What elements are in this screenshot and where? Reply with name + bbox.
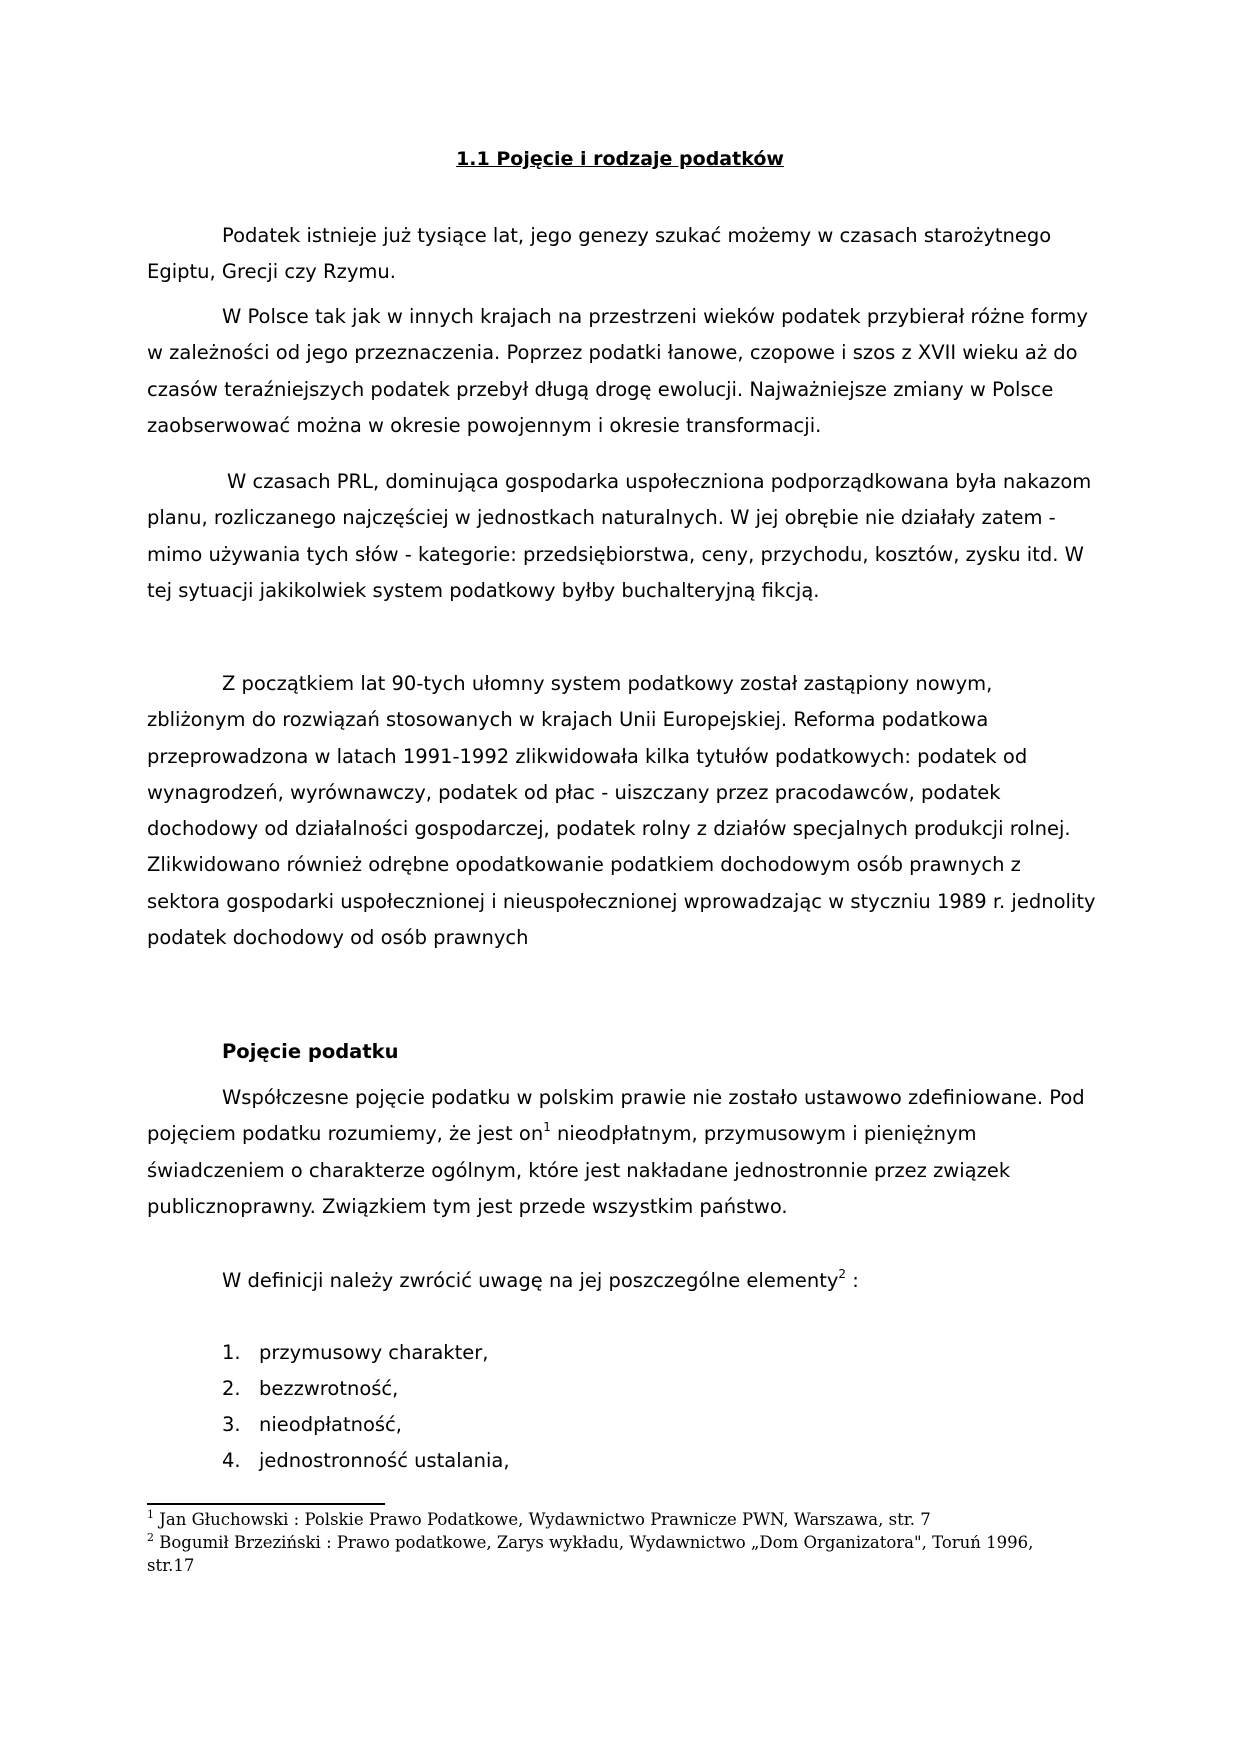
list-item-text: bezzwrotność,	[259, 1377, 399, 1400]
paragraph-4-text: Z początkiem lat 90-tych ułomny system podatkowy został zastąpiony nowym, zbliżonym do rozwiązań stosowanych w krajach Unii Europejskiej. Reforma podatkowa przeprowadzona w latach 1991-1992 zlikwidowała kilka tytułów podatkowych: podatek od wynagrodzeń, wyrównawczy, podatek od płac - uiszczany przez pracodawców, podatek dochodowy od działalności gospodarczej, podatek rolny z działów specjalnych produkcji rolnej. Zlikwidowano również odrębne opodatkowanie podatkiem dochodowym osób prawnych z sektora gospodarki uspołecznionej i nieuspołecznionej wprowadzając w styczniu 1989 r. jednolity podatek dochodowy od osób prawnych	[147, 672, 1096, 950]
definition-paragraph	[147, 1080, 1097, 1225]
definition-text-end: nieodpłatnym, przymusowym i pieniężnym świadczeniem o charakterze ogólnym, które jest nakładane jednostronnie przez związek publicznoprawny. Związkiem tym jest przede wszystkim państwo.	[147, 1122, 1011, 1218]
elements-intro-text: W definicji należy zwrócić uwagę na jej poszczególne elementy	[222, 1269, 839, 1292]
elements-intro-colon: :	[846, 1269, 859, 1292]
definition-text-start: Współczesne pojęcie podatku w polskim prawie nie zostało ustawowo zdefiniowane. Pod pojęciem podatku rozumiemy, że jest on	[147, 1086, 1085, 1146]
paragraph-1	[147, 218, 1097, 291]
footnote-ref-2[interactable]: 2	[838, 1266, 847, 1281]
footnote-2	[147, 1531, 1077, 1577]
list-item	[222, 1407, 510, 1443]
paragraph-2-text: W Polsce tak jak w innych krajach na przestrzeni wieków podatek przybierał różne formy w zależności od jego przeznaczenia. Poprzez podatki łanowe, czopowe i szos z XVII wieku aż do czasów teraźniejszych podatek przebył długą drogę ewolucji. Najważniejsze zmiany w Polsce zaobserwować można w okresie powojennym i okresie transformacji.	[147, 305, 1088, 437]
paragraph-3-text: W czasach PRL, dominująca gospodarka uspołeczniona podporządkowana była nakazom planu, rozliczanego najczęściej w jednostkach naturalnych. W jej obrębie nie działały zatem - mimo używania tych słów - kategorie: przedsiębiorstwa, ceny, przychodu, kosztów, zysku itd. W tej sytuacji jakikolwiek system podatkowy byłby buchalteryjną fikcją.	[147, 470, 1092, 602]
footnote-2-marker: 2	[147, 1530, 154, 1544]
elements-list	[222, 1335, 510, 1479]
page-title: 1.1 Pojęcie i rodzaje podatków	[456, 148, 784, 170]
list-item-number: 4.	[222, 1449, 241, 1472]
paragraph-1-text: Podatek istnieje już tysiące lat, jego genezy szukać możemy w czasach starożytnego Egiptu, Grecji czy Rzymu.	[147, 224, 1052, 284]
list-item-text: nieodpłatność,	[259, 1413, 402, 1436]
paragraph-3	[147, 464, 1097, 609]
list-item-number: 2.	[222, 1377, 241, 1400]
list-item	[222, 1335, 510, 1371]
footnote-separator	[147, 1503, 385, 1505]
list-item	[222, 1371, 510, 1407]
list-item-number: 3.	[222, 1413, 241, 1436]
footnote-1-text: Jan Głuchowski : Polskie Prawo Podatkowe, Wydawnictwo Prawnicze PWN, Warszawa, str. 7	[154, 1510, 931, 1529]
footnote-1-marker: 1	[147, 1507, 154, 1521]
footnotes	[147, 1508, 1077, 1577]
paragraph-2	[147, 299, 1097, 444]
footnote-2-text: Bogumił Brzeziński : Prawo podatkowe, Zarys wykładu, Wydawnictwo „Dom Organizatora", Toruń 1996, str.17	[147, 1533, 1034, 1575]
footnote-1	[147, 1508, 1077, 1531]
section-heading: Pojęcie podatku	[222, 1040, 399, 1063]
list-item-text: przymusowy charakter,	[259, 1341, 489, 1364]
paragraph-4	[147, 666, 1097, 956]
list-item-number: 1.	[222, 1341, 241, 1364]
elements-intro	[222, 1263, 859, 1299]
list-item-text: jednostronność ustalania,	[259, 1449, 510, 1472]
footnote-ref-1[interactable]: 1	[543, 1119, 551, 1134]
list-item	[222, 1443, 510, 1479]
